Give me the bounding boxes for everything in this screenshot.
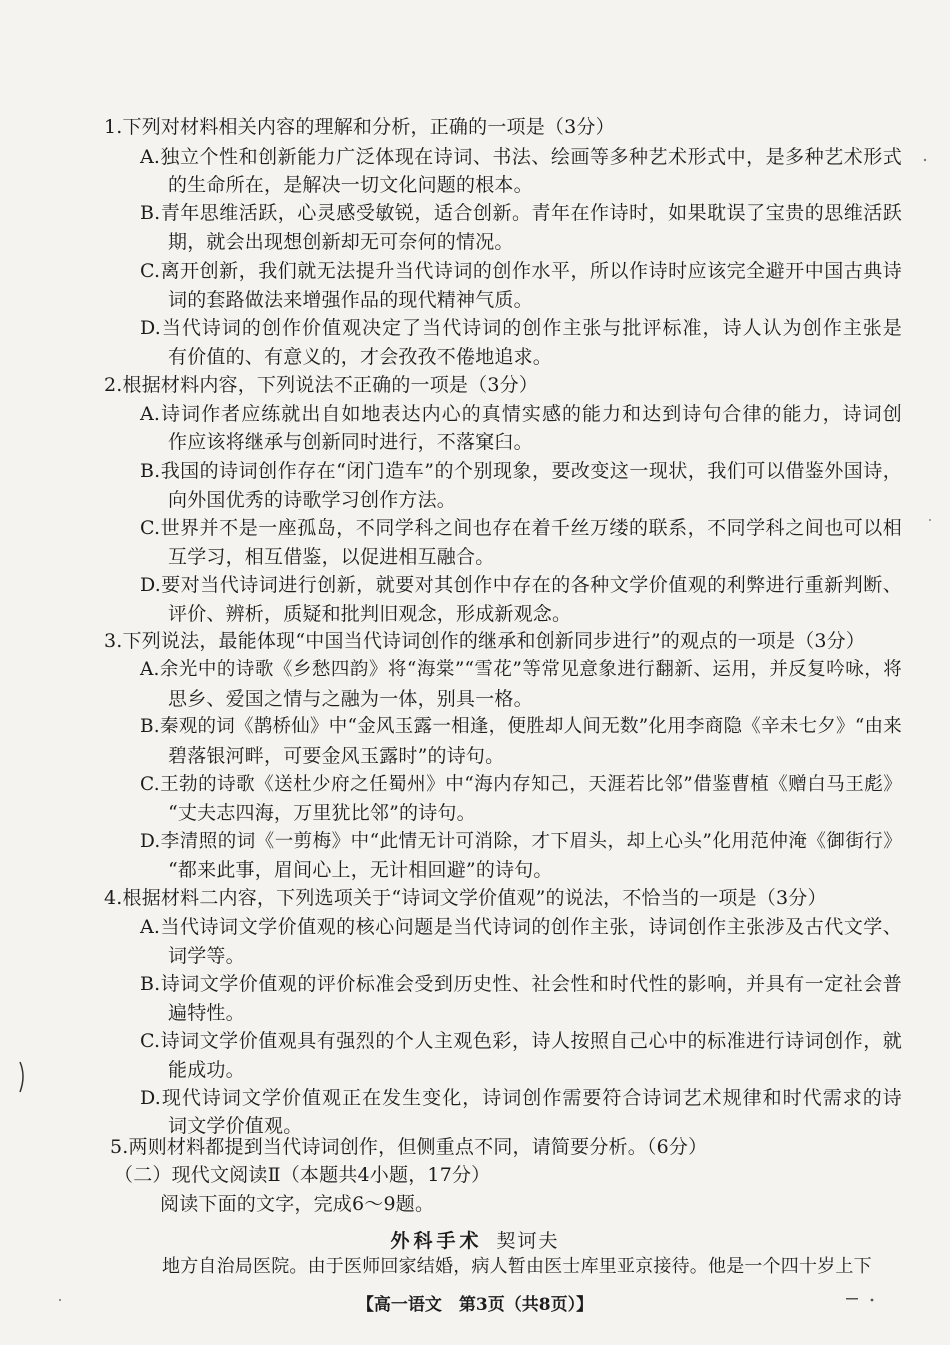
question-2-stem: 2.根据材料内容，下列说法不正确的一项是（3分）: [104, 374, 539, 396]
story-author: 契诃夫: [496, 1230, 560, 1252]
question-4-option-b: B.诗词文学价值观的评价标准会受到历史性、社会性和时代性的影响，并具有一定社会普: [140, 973, 902, 995]
question-3-stem: 3.下列说法，最能体现“中国当代诗词创作的继承和创新同步进行”的观点的一项是（3分）: [104, 630, 866, 652]
question-2-option-b-cont: 向外国优秀的诗歌学习创作方法。: [168, 489, 457, 511]
page-footer: 【高一语文 第3页（共8页）】: [356, 1295, 594, 1315]
question-3-option-c: C.王勃的诗歌《送杜少府之任蜀州》中“海内存知己，天涯若比邻”借鉴曹植《赠白马王彪》: [140, 774, 902, 795]
story-title-line: [0, 1226, 950, 1253]
question-4-option-c-cont: 能成功。: [168, 1059, 245, 1081]
question-2-option-c-cont: 互学习，相互借鉴，以促进相互融合。: [168, 546, 495, 568]
question-1-option-a-cont: 的生命所在，是解决一切文化问题的根本。: [168, 174, 533, 196]
question-1-option-a: A.独立个性和创新能力广泛体现在诗词、书法、绘画等多种艺术形式中，是多种艺术形式: [140, 146, 902, 168]
reading-instruction: 阅读下面的文字，完成6～9题。: [160, 1193, 435, 1215]
question-3-option-d-cont: “都来此事，眉间心上，无计相回避”的诗句。: [168, 859, 553, 881]
question-3-option-d: D.李清照的词《一剪梅》中“此情无计可消除，才下眉头，却上心头”化用范仲淹《御街行》: [140, 831, 902, 852]
question-1-option-b: B.青年思维活跃，心灵感受敏锐，适合创新。青年在作诗时，如果耽误了宝贵的思维活跃: [140, 202, 902, 224]
question-4-option-d: D.现代诗词文学价值观正在发生变化，诗词创作需要符合诗词艺术规律和时代需求的诗: [140, 1087, 902, 1109]
question-1-option-d-cont: 有价值的、有意义的，才会孜孜不倦地追求。: [168, 346, 553, 368]
question-4-option-c: C.诗词文学价值观具有强烈的个人主观色彩，诗人按照自己心中的标准进行诗词创作，就: [140, 1030, 902, 1052]
question-2-option-a: A.诗词作者应练就出自如地表达内心的真情实感的能力和达到诗句合律的能力，诗词创: [140, 403, 902, 425]
question-4-option-b-cont: 遍特性。: [168, 1002, 245, 1024]
question-1-option-d: D.当代诗词的创作价值观决定了当代诗词的创作主张与批评标准，诗人认为创作主张是: [140, 317, 902, 339]
question-4-stem: 4.根据材料二内容，下列选项关于“诗词文学价值观”的说法，不恰当的一项是（3分）: [104, 887, 827, 909]
question-1-option-c: C.离开创新，我们就无法提升当代诗词的创作水平，所以作诗时应该完全避开中国古典诗: [140, 260, 902, 282]
story-first-line: 地方自治局医院。由于医师回家结婚，病人暂由医士库里亚京接待。他是一个四十岁上下: [162, 1256, 872, 1277]
question-2-option-d-cont: 评价、辨析，质疑和批判旧观念，形成新观念。: [168, 603, 572, 625]
question-3-option-a: A.余光中的诗歌《乡愁四韵》将“海棠”“雪花”等常见意象进行翻新、运用，并反复吟咏，将: [140, 659, 902, 680]
question-2-option-b: B.我国的诗词创作存在“闭门造车”的个别现象，要改变这一现状，我们可以借鉴外国诗，: [140, 460, 902, 482]
question-1-option-b-cont: 期，就会出现想创新却无可奈何的情况。: [168, 231, 514, 253]
question-2-option-d: D.要对当代诗词进行创新，就要对其创作中存在的各种文学价值观的利弊进行重新判断、: [140, 574, 902, 596]
question-1-option-c-cont: 词的套路做法来增强作品的现代精神气质。: [168, 289, 533, 311]
question-1-stem: 1.下列对材料相关内容的理解和分析，正确的一项是（3分）: [104, 116, 615, 138]
question-5: 5.两则材料都提到当代诗词创作，但侧重点不同，请简要分析。（6分）: [110, 1136, 708, 1158]
question-4-option-a: A.当代诗词文学价值观的核心问题是当代诗词的创作主张，诗词创作主张涉及古代文学、: [140, 916, 902, 938]
question-3-option-a-cont: 思乡、爱国之情与之融为一体，别具一格。: [168, 688, 533, 710]
question-2-option-a-cont: 作应该将继承与创新同时进行，不落窠臼。: [168, 431, 533, 453]
question-4-option-d-cont: 词文学价值观。: [168, 1115, 303, 1137]
question-4-option-a-cont: 词学等。: [168, 945, 245, 967]
question-3-option-b-cont: 碧落银河畔，可要金风玉露时”的诗句。: [168, 745, 505, 767]
question-2-option-c: C.世界并不是一座孤岛，不同学科之间也存在着千丝万缕的联系，不同学科之间也可以相: [140, 517, 902, 539]
question-3-option-b: B.秦观的词《鹊桥仙》中“金风玉露一相逢，便胜却人间无数”化用李商隐《辛未七夕》“由来: [140, 716, 902, 737]
section-heading: （二）现代文阅读Ⅱ（本题共4小题，17分）: [114, 1164, 491, 1186]
story-title: 外科手术: [390, 1230, 483, 1252]
question-3-option-c-cont: “丈夫志四海，万里犹比邻”的诗句。: [168, 802, 476, 824]
